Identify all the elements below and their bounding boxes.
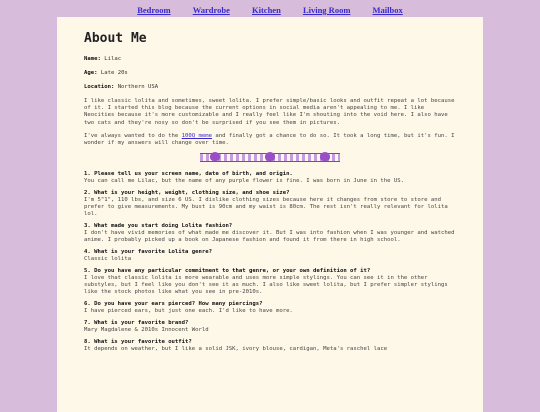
answer-text: Classic lolita xyxy=(84,256,132,263)
nav-link-mailbox[interactable]: Mailbox xyxy=(372,5,403,15)
question-item xyxy=(84,339,456,353)
field-label: Age: xyxy=(84,70,98,76)
nav-link-kitchen[interactable]: Kitchen xyxy=(252,5,281,15)
question-text: 6. Do you have your ears pierced? How many piercings? xyxy=(84,301,263,308)
question-text: 4. What is your favorite Lolita genre? xyxy=(84,249,212,256)
lace-divider xyxy=(200,153,340,162)
question-item xyxy=(84,223,456,244)
question-text: 2. What is your height, weight, clothing size, and shoe size? xyxy=(84,190,290,197)
meme-text-after: and finally got a chance to do so. It took a long time, but it's fun. I wonder if my answers will change over time. xyxy=(84,132,455,147)
question-text: 5. Do you have any particular commitment to that genre, or your own definition of it? xyxy=(84,268,371,275)
name-field xyxy=(84,56,456,62)
location-field xyxy=(84,84,456,90)
question-item xyxy=(84,190,456,218)
age-field xyxy=(84,70,456,76)
question-item xyxy=(84,320,456,334)
content-panel xyxy=(57,17,483,412)
field-value: Lilac xyxy=(104,56,122,62)
answer-text: I'm 5"1", 110 lbs, and size 6 US. I dislike clothing sizes because here it changes from store to store and prefer to give measurements. My bust is 90cm and my waist is 80cm. The rest isn't really relevant for lolita lol. xyxy=(84,197,448,218)
question-text: 8. What is your favorite outfit? xyxy=(84,339,192,346)
bow-icon xyxy=(210,152,220,161)
meme-text-before: I've always wanted to do the xyxy=(84,132,182,139)
bow-icon xyxy=(320,152,330,161)
field-value: Northern USA xyxy=(117,84,159,90)
bow-icon xyxy=(265,152,275,161)
answer-text: I don't have vivid memories of what made me discover it. But I was into fashion when I was younger and watched anime. I probably picked up a book on Japanese fashion and found it from there in high school. xyxy=(84,230,455,244)
answer-text: It depends on weather, but I like a solid JSK, ivory blouse, cardigan, Meta's raschel lace xyxy=(84,346,388,353)
top-nav xyxy=(0,5,540,15)
question-list xyxy=(84,171,456,353)
nav-link-wardrobe[interactable]: Wardrobe xyxy=(192,5,230,15)
field-value: Late 20s xyxy=(100,70,128,76)
answer-text: I love that classic lolita is more wearable and uses more simple stylings. You can see it in the other substyles, but I feel like you don't see it as much. I also like sweet lolita, but I prefer simpler stylings like the stock photos like what you see in pre-2010s. xyxy=(84,275,448,296)
question-item xyxy=(84,301,456,315)
page-title: About Me xyxy=(84,31,147,46)
question-item xyxy=(84,171,456,185)
meme-link[interactable]: 100Q meme xyxy=(181,132,212,139)
answer-text: I have pierced ears, but just one each. I'd like to have more. xyxy=(84,308,293,315)
nav-link-bedroom[interactable]: Bedroom xyxy=(137,5,171,15)
field-label: Name: xyxy=(84,56,101,62)
meme-paragraph xyxy=(84,133,456,147)
answer-text: You can call me Lilac, but the name of any purple flower is fine. I was born in June in the US. xyxy=(84,178,404,185)
answer-text: Mary Magdalene & 2010s Innocent World xyxy=(84,327,209,334)
question-text: 3. What made you start doing Lolita fashion? xyxy=(84,223,233,230)
question-text: 1. Please tell us your screen name, date of birth, and origin. xyxy=(84,171,293,178)
field-label: Location: xyxy=(84,84,115,90)
question-item xyxy=(84,249,456,263)
nav-link-living-room[interactable]: Living Room xyxy=(302,5,351,15)
intro-paragraph: I like classic lolita and sometimes, sweet lolita. I prefer simple/basic looks and outfit repeat a lot because of it. I started this blog because the current options in social media aren't appealing to me. I like Neocities because it's more customizable and I really feel like I'm shouting into the void here. I also have two cats and they're nosy so don't be surprised if you see them in pictures. xyxy=(84,98,455,126)
question-item xyxy=(84,268,456,296)
question-text: 7. What is your favorite brand? xyxy=(84,320,189,327)
